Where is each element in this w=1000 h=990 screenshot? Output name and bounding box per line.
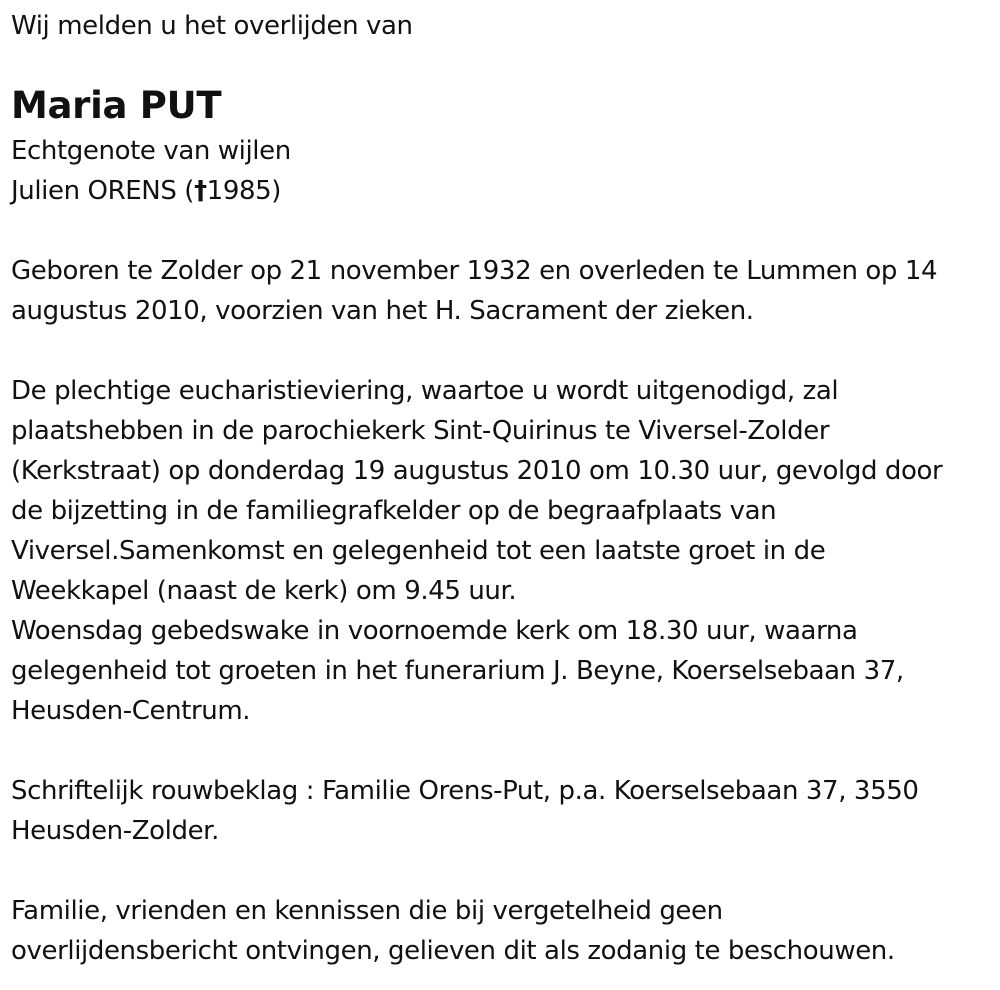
paragraph-line: Heusden-Zolder. bbox=[11, 816, 219, 846]
paragraph-line: overlijdensbericht ontvingen, gelieven dit als zodanig te beschouwen. bbox=[11, 936, 895, 966]
intro-line: Wij melden u het overlijden van bbox=[11, 11, 413, 41]
spouse-line bbox=[11, 171, 991, 211]
spouse-year: 1985) bbox=[206, 176, 281, 206]
paragraph-line: De plechtige eucharistieviering, waartoe u wordt uitgenodigd, zal bbox=[11, 376, 839, 406]
paragraph-gap bbox=[11, 731, 991, 771]
cross-icon: † bbox=[194, 176, 207, 206]
paragraph-line: augustus 2010, voorzien van het H. Sacrament der zieken. bbox=[11, 296, 754, 326]
paragraph-line: gelegenheid tot groeten in het funerarium J. Beyne, Koerselsebaan 37, bbox=[11, 656, 904, 686]
paragraph-gap bbox=[11, 331, 991, 371]
ceremony-paragraph bbox=[11, 371, 991, 731]
paragraph-line: Weekkapel (naast de kerk) om 9.45 uur. bbox=[11, 576, 517, 606]
birth-death-paragraph bbox=[11, 251, 991, 331]
paragraph-line: Geboren te Zolder op 21 november 1932 en overleden te Lummen op 14 bbox=[11, 256, 938, 286]
relation-line: Echtgenote van wijlen bbox=[11, 136, 291, 166]
condolences-paragraph bbox=[11, 771, 991, 851]
spouse-name: Julien ORENS ( bbox=[11, 176, 195, 206]
paragraph-gap bbox=[11, 851, 991, 891]
closing-paragraph bbox=[11, 891, 991, 971]
obituary-document bbox=[11, 0, 991, 971]
deceased-name: Maria PUT bbox=[11, 84, 222, 127]
paragraph-line: Familie, vrienden en kennissen die bij vergetelheid geen bbox=[11, 896, 723, 926]
paragraph-line: Viversel.Samenkomst en gelegenheid tot een laatste groet in de bbox=[11, 536, 826, 566]
paragraph-gap bbox=[11, 211, 991, 251]
paragraph-line: Woensdag gebedswake in voornoemde kerk om 18.30 uur, waarna bbox=[11, 616, 858, 646]
paragraph-line: plaatshebben in de parochiekerk Sint-Quirinus te Viversel-Zolder bbox=[11, 416, 830, 446]
paragraph-line: de bijzetting in de familiegrafkelder op de begraafplaats van bbox=[11, 496, 777, 526]
paragraph-line: Schriftelijk rouwbeklag : Familie Orens-Put, p.a. Koerselsebaan 37, 3550 bbox=[11, 776, 919, 806]
paragraph-line: Heusden-Centrum. bbox=[11, 696, 251, 726]
paragraph-line: (Kerkstraat) op donderdag 19 augustus 2010 om 10.30 uur, gevolgd door bbox=[11, 456, 943, 486]
